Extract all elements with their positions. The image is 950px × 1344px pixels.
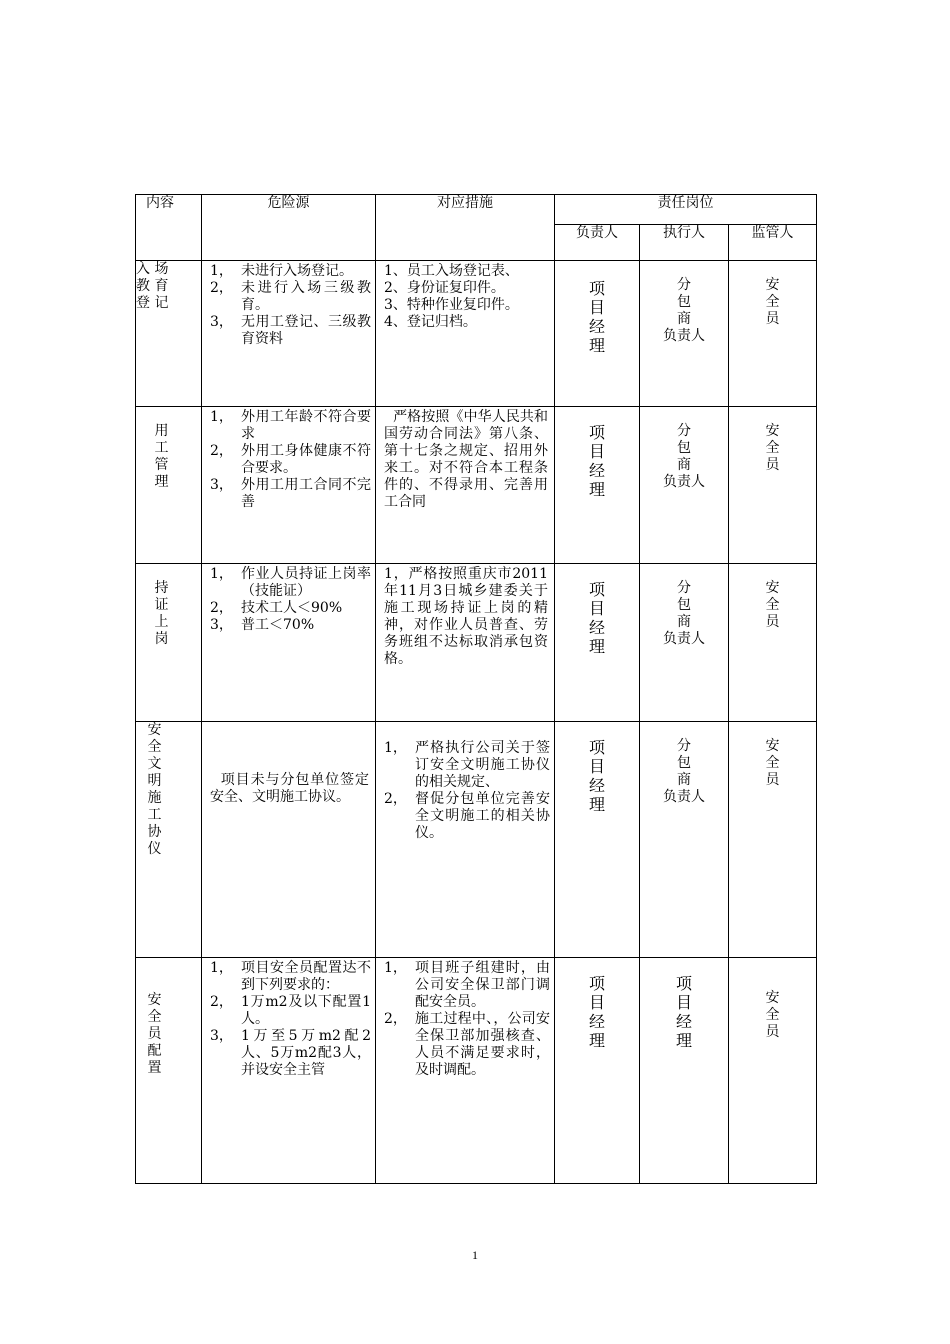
- supervisor-cell: 安 全 员: [729, 958, 817, 1184]
- list-item: 3， 普工＜70%: [210, 617, 315, 633]
- supervisor-cell: 安 全 员: [729, 261, 817, 407]
- category-cell: 安 全 文 明 施 工 协 仪: [136, 722, 202, 958]
- table-row: [136, 722, 817, 958]
- executor-cell: 项 目 经 理: [640, 958, 729, 1184]
- list-item: 1， 项目班子组建时，由公司安全保卫部门调配安全员。: [384, 960, 550, 1010]
- supervisor-cell: 安 全 员: [729, 722, 817, 958]
- category-cell: 持 证 上 岗: [136, 564, 202, 722]
- category-cell: 安 全 员 配 置: [136, 958, 202, 1184]
- category-line: 教 育: [136, 278, 169, 294]
- measures-text: 1，严格按照重庆市2011年11月3日城乡建委关于施工现场持证上岗的精神，对作业人员普查、劳务班组不达标取消承包资格。: [384, 566, 548, 667]
- header-executor: 执行人: [640, 225, 729, 261]
- supervisor-cell: 安 全 员: [729, 407, 817, 564]
- header-hazard: 危险源: [202, 195, 376, 261]
- supervisor-cell: 安 全 员: [729, 564, 817, 722]
- category-line: 入 场: [136, 261, 169, 277]
- measures-cell: [376, 722, 555, 958]
- measures-cell: [376, 261, 555, 407]
- header-supervisor: 监管人: [729, 225, 817, 261]
- responsible-cell: 项 目 经 理: [555, 564, 640, 722]
- measures-cell: [376, 564, 555, 722]
- list-item: 2， 未进行入场三级教育。: [210, 280, 371, 313]
- list-item: 1， 作业人员持证上岗率（技能证）: [210, 566, 371, 599]
- hazard-cell: [202, 564, 376, 722]
- list-item: 2， 施工过程中、，公司安全保卫部加强核查、人员不满足要求时，及时调配。: [384, 1011, 550, 1078]
- table-row: [136, 958, 817, 1184]
- responsible-cell: 项 目 经 理: [555, 407, 640, 564]
- responsible-cell: 项 目 经 理: [555, 722, 640, 958]
- list-item: 4、登记归档。: [384, 314, 477, 330]
- list-item: 3， 无用工登记、三级教育资料: [210, 314, 371, 347]
- hazard-text: 项目未与分包单位签定安全、文明施工协议。: [210, 772, 370, 805]
- hazard-cell: [202, 722, 376, 958]
- list-item: 1， 外用工年龄不符合要求: [210, 409, 371, 442]
- header-content: 内容: [136, 195, 202, 261]
- header-measures: 对应措施: [376, 195, 555, 261]
- hazard-cell: [202, 958, 376, 1184]
- hazard-cell: [202, 261, 376, 407]
- executor-cell: 分 包 商 负责人: [640, 722, 729, 958]
- list-item: 3， 1万至5万m2配2人、5万m2配3人，并设安全主管: [210, 1028, 371, 1078]
- executor-cell: 分 包 商 负责人: [640, 564, 729, 722]
- table-row: [136, 261, 817, 407]
- list-item: 2， 督促分包单位完善安全文明施工的相关协仪。: [384, 791, 550, 841]
- header-responsibility: 责任岗位: [555, 195, 817, 225]
- list-item: 2， 1万m2及以下配置1人。: [210, 994, 371, 1027]
- list-item: 1， 项目安全员配置达不到下列要求的：: [210, 960, 371, 993]
- table-row: [136, 564, 817, 722]
- list-item: 3、特种作业复印件。: [384, 297, 519, 313]
- list-item: 2、身份证复印件。: [384, 280, 505, 296]
- list-item: 2， 外用工身体健康不符合要求。: [210, 443, 371, 476]
- list-item: 2， 技术工人＜90%: [210, 600, 343, 616]
- measures-text: 严格按照《中华人民共和国劳动合同法》第八条、第十七条之规定、招用外来工。对不符合本工程条件的、不得录用、完善用工合同: [384, 409, 549, 510]
- category-line: 登 记: [136, 295, 169, 311]
- measures-cell: [376, 407, 555, 564]
- list-item: 1， 严格执行公司关于签订安全文明施工协仪的相关规定、: [384, 740, 550, 790]
- list-item: 3， 外用工用工合同不完善: [210, 477, 371, 510]
- table-row: [136, 407, 817, 564]
- executor-cell: 分 包 商 负责人: [640, 407, 729, 564]
- header-responsible: 负责人: [555, 225, 640, 261]
- page-number: 1: [472, 1248, 478, 1262]
- list-item: 1、员工入场登记表、: [384, 263, 519, 279]
- executor-cell: 分 包 商 负责人: [640, 261, 729, 407]
- risk-table: [135, 194, 817, 1184]
- measures-cell: [376, 958, 555, 1184]
- hazard-cell: [202, 407, 376, 564]
- list-item: 1， 未进行入场登记。: [210, 263, 353, 279]
- responsible-cell: 项 目 经 理: [555, 261, 640, 407]
- category-cell: 用 工 管 理: [136, 407, 202, 564]
- category-cell: [136, 261, 202, 407]
- responsible-cell: 项 目 经 理: [555, 958, 640, 1184]
